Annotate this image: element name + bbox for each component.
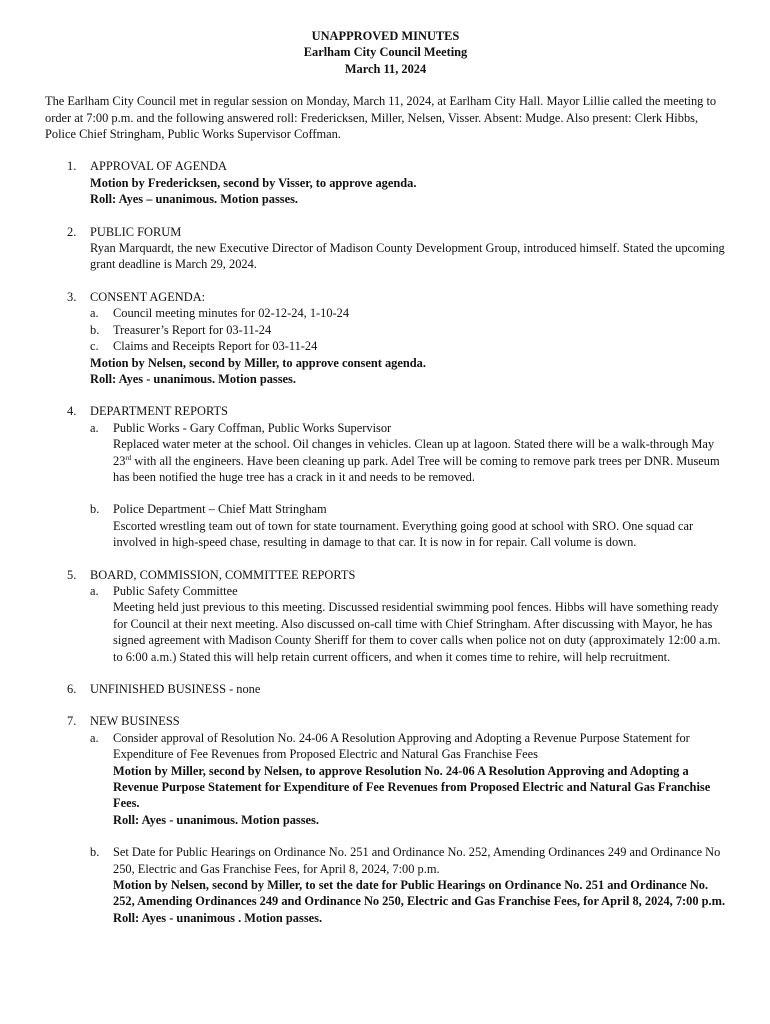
section-title: APPROVAL OF AGENDA: [90, 159, 228, 174]
item-text: Council meeting minutes for 02-12-24, 1-10-24: [113, 306, 350, 321]
section-text: Ryan Marquardt, the new Executive Director of Madison County Development Group, introduced himself. Stated the upcoming grant deadline is March 29, 2024.: [90, 241, 725, 272]
report-title: Public Works - Gary Coffman, Public Works Supervisor: [113, 420, 392, 435]
item-letter: a.: [90, 306, 99, 321]
item-text: Claims and Receipts Report for 03-11-24: [113, 339, 318, 354]
roll-text: Roll: Ayes - unanimous. Motion passes.: [113, 812, 319, 827]
header-date: March 11, 2024: [344, 61, 427, 76]
list-item: [90, 338, 726, 354]
section-new-business: [45, 713, 726, 926]
item-letter: b.: [90, 322, 100, 337]
motion-text: Motion by Fredericksen, second by Visser, to approve agenda.: [90, 175, 417, 190]
roll-text: Roll: Ayes – unanimous. Motion passes.: [90, 192, 299, 207]
motion-text: Motion by Nelsen, second by Miller, to approve consent agenda.: [90, 355, 426, 370]
item-letter: b.: [90, 845, 100, 860]
report-public-safety: [90, 583, 726, 665]
item-text: Consider approval of Resolution No. 24-06 A Resolution Approving and Adopting a Revenue Purpose Statement for Expenditure of Fee Revenues from Proposed Electric and Natural Gas Franchise Fees: [113, 730, 690, 762]
section-number: 5.: [67, 567, 77, 582]
document-header: [45, 28, 726, 77]
item-letter: a.: [90, 730, 99, 745]
section-board-reports: [45, 567, 726, 665]
roll-text: Roll: Ayes - unanimous . Motion passes.: [113, 910, 323, 925]
section-title: DEPARTMENT REPORTS: [90, 404, 228, 419]
ordinal-suffix: rd: [125, 453, 132, 462]
item-letter: c.: [90, 339, 99, 354]
report-text: Meeting held just previous to this meeting. Discussed residential swimming pool fences. Hibbs will have something ready for Council at their next meeting. Also discussed on-call time with Chief Stringham. After discussing with Mayor, he has signed agreement with Madison County Sheriff for them to cover calls when police not on duty (approximately 12:00 a.m. to 6:00 a.m.) Stated this will help retain current officers, and when it comes time to rehire, will help recruitment.: [113, 600, 721, 664]
section-approval-of-agenda: [45, 158, 726, 207]
new-business-item-a: [90, 730, 726, 828]
section-consent-agenda: [45, 289, 726, 387]
section-number: 3.: [67, 289, 77, 304]
section-title: UNFINISHED BUSINESS - none: [90, 682, 261, 696]
report-public-works: [90, 420, 726, 486]
item-letter: b.: [90, 502, 100, 517]
report-text-part: Replaced water meter at the school. Oil changes in vehicles. Clean up at lagoon. Stated there will be a walk-through May 23: [113, 437, 715, 468]
motion-text: Motion by Miller, second by Nelsen, to approve Resolution No. 24-06 A Resolution Approving and Adopting a Revenue Purpose Statement for Expenditure of Fee Revenues from Proposed Electric and Natural Gas Franchise Fees.: [113, 763, 711, 811]
item-letter: a.: [90, 420, 99, 435]
section-number: 6.: [67, 682, 77, 696]
roll-text: Roll: Ayes - unanimous. Motion passes.: [90, 371, 296, 386]
section-number: 4.: [67, 404, 77, 419]
list-item: [90, 305, 726, 321]
report-text: Escorted wrestling team out of town for state tournament. Everything going good at school with SRO. One squad car involved in high-speed chase, resulting in damage to that car. It is now in for repair. Call volume is down.: [113, 518, 694, 550]
report-title: Police Department – Chief Matt Stringham: [113, 502, 327, 517]
report-text: [113, 436, 726, 485]
item-text: Set Date for Public Hearings on Ordinance No. 251 and Ordinance No. 252, Amending Ordinances 249 and Ordinance No 250, Electric and Gas Franchise Fees, for April 8, 2024, 7:00 p.m.: [113, 845, 721, 876]
item-text: Treasurer’s Report for 03-11-24: [113, 322, 272, 337]
header-meeting-name: Earlham City Council Meeting: [303, 45, 468, 60]
section-title: CONSENT AGENDA:: [90, 289, 206, 304]
section-title: NEW BUSINESS: [90, 714, 180, 729]
new-business-item-b: [90, 844, 726, 926]
section-title: BOARD, COMMISSION, COMMITTEE REPORTS: [90, 567, 356, 582]
section-public-forum: [45, 224, 726, 273]
report-police: [90, 501, 726, 550]
section-number: 7.: [67, 714, 77, 729]
report-text-part: with all the engineers. Have been cleaning up park. Adel Tree will be coming to remove park trees per DNR. Museum has been notified the huge tree has a crack in it and needs to be removed.: [113, 453, 720, 484]
section-unfinished-business: [45, 681, 726, 697]
report-title: Public Safety Committee: [113, 583, 238, 598]
list-item: [90, 322, 726, 338]
section-department-reports: [45, 403, 726, 550]
section-number: 1.: [67, 159, 77, 174]
section-number: 2.: [67, 224, 77, 239]
intro-paragraph: The Earlham City Council met in regular session on Monday, March 11, 2024, at Earlham City Hall. Mayor Lillie called the meeting to order at 7:00 p.m. and the following answered roll: Fredericksen, Miller, Nelsen, Visser. Absent: Mudge. Also present: Clerk Hibbs, Police Chief Stringham, Public Works Supervisor Coffman.: [45, 94, 717, 142]
header-title: UNAPPROVED MINUTES: [311, 29, 460, 43]
item-letter: a.: [90, 583, 99, 598]
section-title: PUBLIC FORUM: [90, 224, 182, 239]
motion-text: Motion by Nelsen, second by Miller, to set the date for Public Hearings on Ordinance No. 251 and Ordinance No. 252, Amending Ordinances 249 and Ordinance No 250, Electric and Gas Franchise Fees, for April 8, 2024, 7:00 p.m.: [113, 878, 726, 909]
